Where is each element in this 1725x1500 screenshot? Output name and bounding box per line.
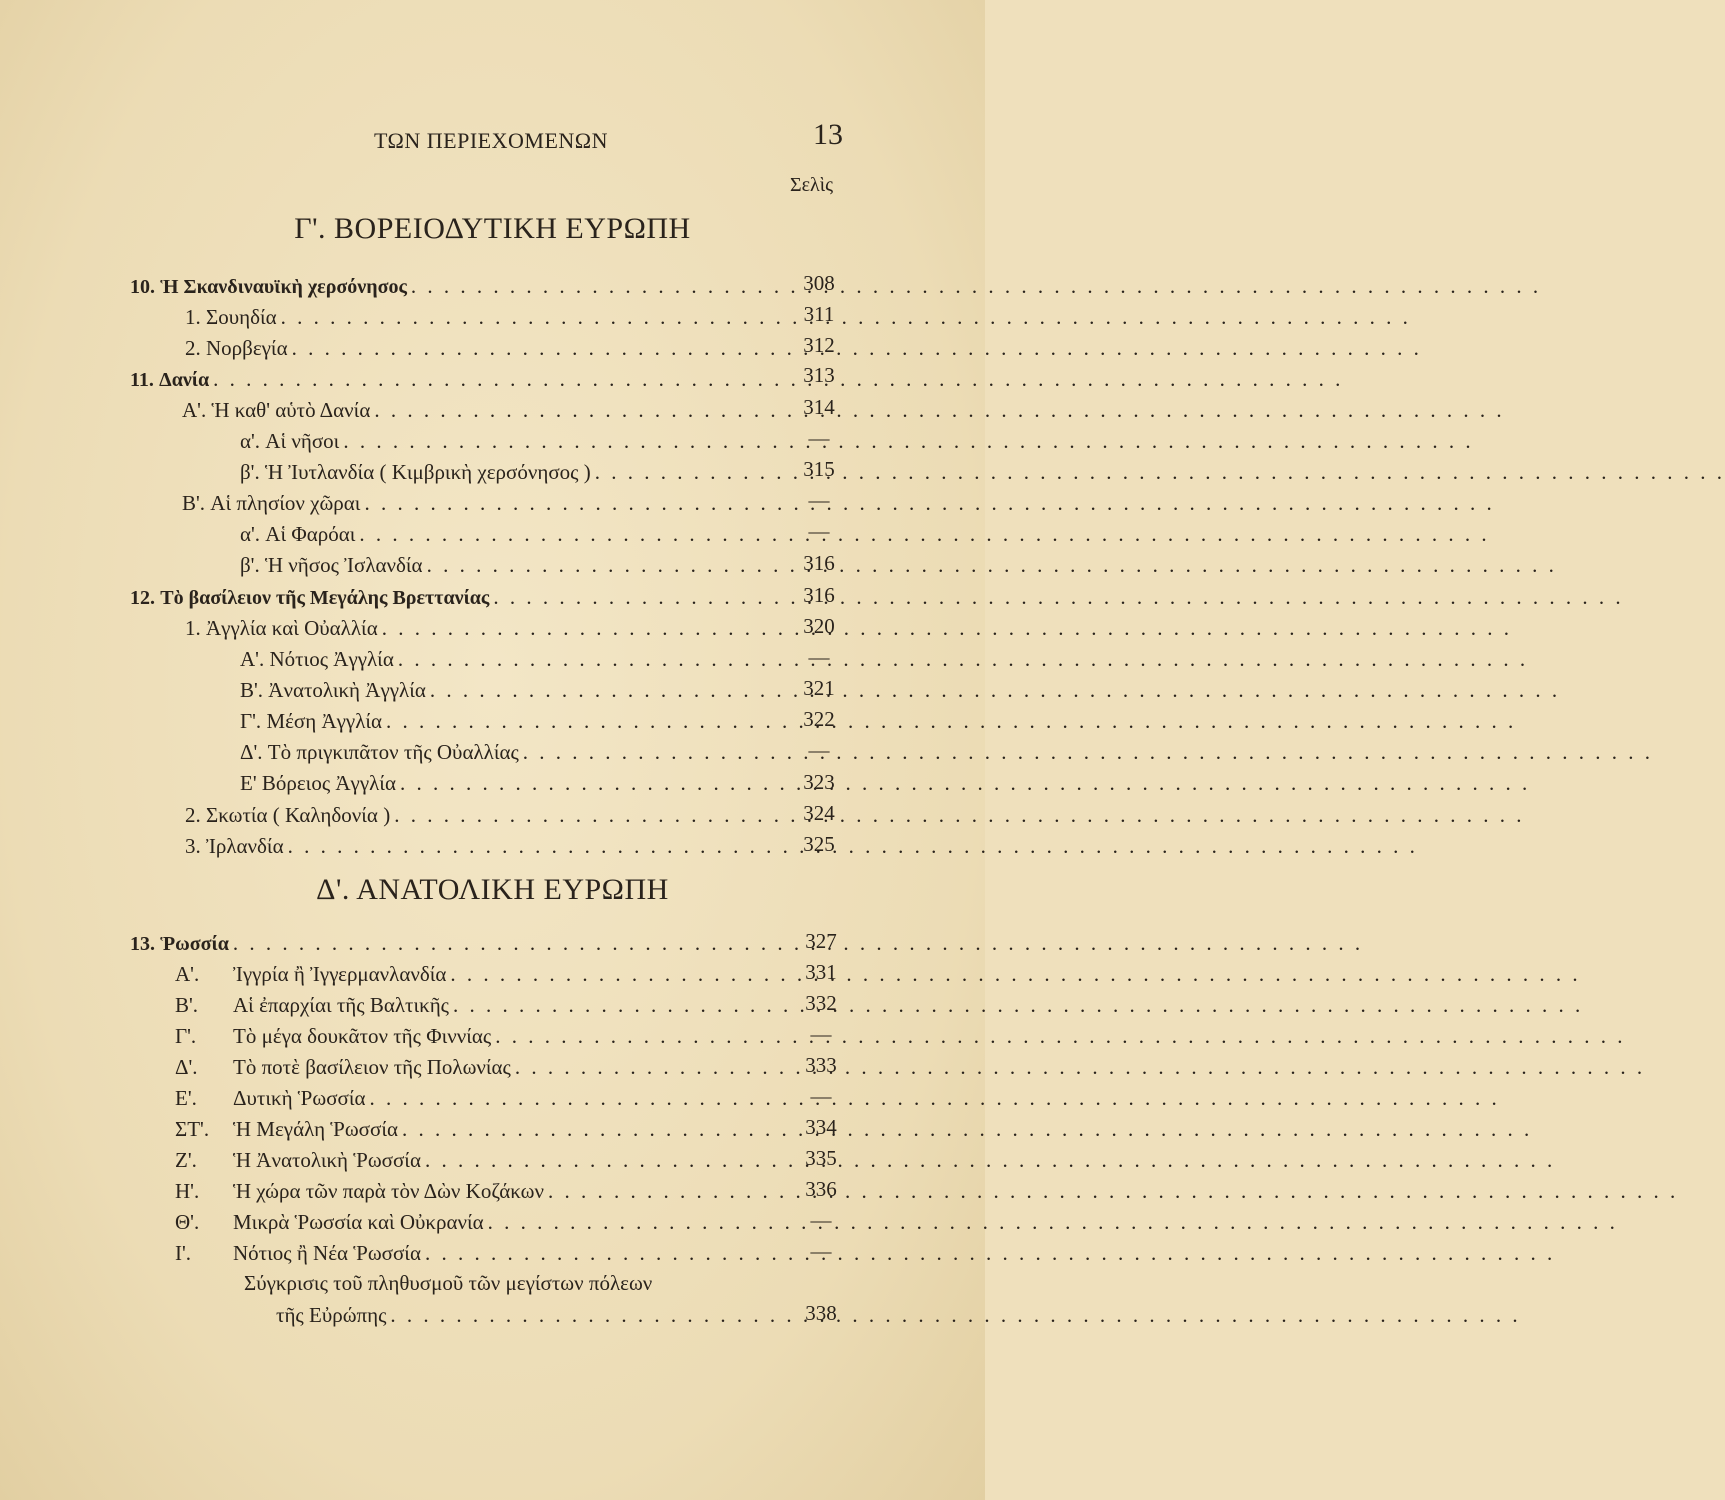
entry-page: — [808, 738, 830, 762]
toc-entry [240, 768, 760, 798]
toc-entry [185, 302, 760, 332]
entry-number: Β'. [182, 491, 206, 515]
entry-number: Δ'. [175, 1055, 198, 1079]
entry-number: Α'. [175, 962, 200, 986]
toc-entry [182, 488, 760, 518]
entry-page: 331 [805, 960, 837, 984]
toc-entry [175, 990, 760, 1020]
entry-number: Ζ'. [175, 1148, 197, 1172]
entry-text: Ἡ Σκανδιναυϊκὴ χερσόνησος [160, 276, 407, 298]
entry-page: 335 [805, 1146, 837, 1170]
page-number: 13 [813, 118, 843, 151]
entry-number: Θ'. [175, 1210, 200, 1234]
final-entry-line2: τῆς Εὐρώπης [276, 1303, 387, 1327]
entry-text: Ἡ Μεγάλη Ῥωσσία [233, 1117, 398, 1141]
entry-page: 336 [805, 1177, 837, 1201]
toc-entry [240, 426, 760, 456]
entry-text: Τὸ βασίλειον τῆς Μεγάλης Βρεττανίας [160, 587, 490, 609]
entry-page: 332 [805, 991, 837, 1015]
entry-number: Α'. [182, 398, 207, 422]
entry-text: Νότιος ἢ Νέα Ῥωσσία [233, 1241, 421, 1265]
entry-number: α'. [240, 429, 261, 453]
entry-number: Γ'. [175, 1024, 197, 1048]
entry-text: Μικρὰ Ῥωσσία καὶ Οὐκρανία [233, 1210, 484, 1234]
entry-number: 2. [185, 336, 201, 360]
entry-text: Αἱ ἐπαρχίαι τῆς Βαλτικῆς [233, 993, 449, 1017]
entry-text: Μέση Ἀγγλία [266, 709, 383, 733]
entry-page: — [808, 645, 830, 669]
entry-page: — [810, 1022, 832, 1046]
toc-entry [240, 644, 760, 674]
toc-entry [276, 1300, 760, 1330]
entry-text: Τὸ μέγα δουκᾶτον τῆς Φιννίας [233, 1024, 492, 1048]
entry-text: Τὸ πριγκιπᾶτον τῆς Οὐαλλίας [267, 740, 519, 764]
entry-text: Νότιος Ἀγγλία [269, 647, 394, 671]
entry-text: Ἰρλανδία [206, 834, 284, 858]
toc-entry [182, 395, 760, 425]
entry-text: Ἡ καθ' αὑτὸ Δανία [211, 398, 371, 422]
running-title: ΤΩΝ ΠΕΡΙΕΧΟΜΕΝΩΝ [374, 128, 609, 153]
entry-number: Δ'. [240, 740, 263, 764]
entry-number: β'. [240, 553, 260, 577]
toc-entry [185, 800, 760, 830]
entry-page: 321 [803, 676, 835, 700]
entry-page: 322 [803, 707, 835, 731]
entry-number: 1. [185, 305, 201, 329]
entry-page: 316 [803, 583, 835, 607]
entry-text: Δανία [159, 369, 210, 391]
entry-number: α'. [240, 522, 261, 546]
entry-text: Ἀνατολικὴ Ἀγγλία [268, 678, 426, 702]
entry-text: Αἱ νῆσοι [265, 429, 340, 453]
entry-text: Ἡ Ἰυτλανδία ( Κιμβρικὴ χερσόνησος ) [264, 460, 591, 484]
entry-page: — [808, 488, 830, 512]
entry-number: 13. [130, 933, 155, 955]
entry-number: Ε' [240, 771, 257, 795]
toc-entry [240, 675, 760, 705]
page-column-label: Σελὶς [790, 174, 834, 196]
toc-entry [240, 706, 760, 736]
entry-page: 320 [803, 614, 835, 638]
entry-page: 312 [803, 333, 835, 357]
toc-entry [130, 582, 760, 612]
entry-page: 308 [803, 271, 835, 295]
toc-entry [175, 1052, 760, 1082]
entry-number: Γ'. [240, 709, 262, 733]
final-entry-line1: Σύγκρισις τοῦ πληθυσμοῦ τῶν μεγίστων πόλεων [244, 1271, 653, 1295]
toc-entry [175, 1021, 760, 1051]
toc-entry [240, 457, 760, 487]
toc-entry [175, 1083, 760, 1113]
entry-number: Ι'. [175, 1241, 192, 1265]
toc-entry [130, 364, 760, 394]
entry-page: — [810, 1208, 832, 1232]
entry-page: 323 [803, 770, 835, 794]
entry-text: Νορβεγία [206, 336, 288, 360]
entry-number: ΣΤ'. [175, 1117, 210, 1141]
entry-text: Αἱ Φαρόαι [265, 522, 356, 546]
entry-text: Ἰγγρία ἢ Ἰγγερμανλανδία [233, 962, 447, 986]
entry-page: 327 [805, 929, 837, 953]
entry-number: 11. [130, 369, 154, 391]
toc-entry [175, 1207, 760, 1237]
entry-number: β'. [240, 460, 260, 484]
entry-number: 3. [185, 834, 201, 858]
entry-number: 10. [130, 276, 155, 298]
entry-number: Β'. [240, 678, 264, 702]
section-title-northwest-europe: Γ'. ΒΟΡΕΙΟΔΥΤΙΚΗ ΕΥΡΩΠΗ [294, 212, 691, 245]
entry-text: Δυτικὴ Ῥωσσία [233, 1086, 366, 1110]
entry-text: Ἀγγλία καὶ Οὐαλλία [206, 616, 378, 640]
entry-page: 334 [805, 1115, 837, 1139]
toc-entry [185, 333, 760, 363]
toc-entry [185, 831, 760, 861]
toc-entry [175, 959, 760, 989]
toc-entry [175, 1145, 760, 1175]
entry-text: Σκωτία ( Καληδονία ) [206, 803, 391, 827]
entry-page: 315 [803, 457, 835, 481]
entry-page: 316 [803, 551, 835, 575]
toc-entry [185, 613, 760, 643]
entry-page: 325 [803, 832, 835, 856]
entry-page: — [810, 1084, 832, 1108]
entry-number: Η'. [175, 1179, 200, 1203]
entry-page: 324 [803, 801, 835, 825]
entry-page: 313 [803, 363, 835, 387]
toc-entry [240, 550, 760, 580]
toc-entry [175, 1176, 760, 1206]
entry-page: — [808, 426, 830, 450]
toc-entry [130, 271, 760, 301]
entry-text: Τὸ ποτὲ βασίλειον τῆς Πολωνίας [233, 1055, 511, 1079]
entry-page: 314 [803, 395, 835, 419]
entry-number: Β'. [175, 993, 199, 1017]
toc-entry [240, 737, 760, 767]
toc-entry [175, 1114, 760, 1144]
entry-page: — [810, 1239, 832, 1263]
entry-text: Βόρειος Ἀγγλία [261, 771, 396, 795]
entry-page: — [808, 519, 830, 543]
entry-number: Α'. [240, 647, 265, 671]
toc-entry [130, 928, 760, 958]
toc-entry [175, 1238, 760, 1268]
toc-entry [240, 519, 760, 549]
entry-number: Ε'. [175, 1086, 197, 1110]
entry-text: Ἡ Ἀνατολικὴ Ῥωσσία [233, 1148, 421, 1172]
entry-number: 1. [185, 616, 201, 640]
entry-text: Σουηδία [206, 305, 277, 329]
entry-text: Ῥωσσία [160, 933, 229, 955]
entry-number: 12. [130, 587, 155, 609]
entry-text: Αἱ πλησίον χῶραι [210, 491, 361, 515]
section-title-eastern-europe: Δ'. ΑΝΑΤΟΛΙΚΗ ΕΥΡΩΠΗ [316, 873, 669, 906]
entry-text: Ἡ χώρα τῶν παρὰ τὸν Δὼν Κοζάκων [233, 1179, 544, 1203]
entry-page: 311 [803, 302, 835, 326]
entry-page: 338 [805, 1301, 837, 1325]
entry-page: 333 [805, 1053, 837, 1077]
entry-text: Ἡ νῆσος Ἰσλανδία [264, 553, 423, 577]
entry-number: 2. [185, 803, 201, 827]
